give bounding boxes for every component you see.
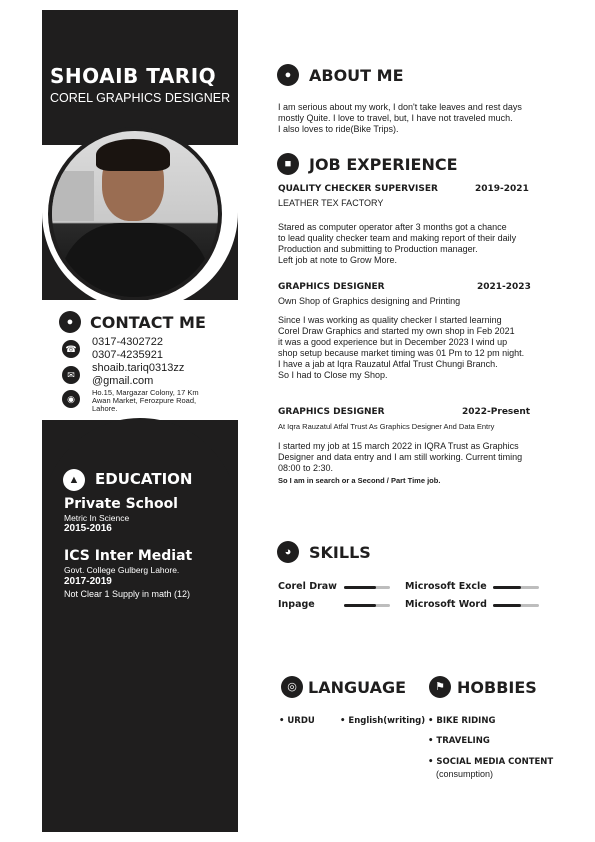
language-item-1: • URDU	[279, 716, 315, 726]
briefcase-icon: ■	[277, 153, 299, 175]
hobby-item-3: • SOCIAL MEDIA CONTENT	[428, 757, 554, 767]
language-urdu: URDU	[287, 716, 315, 726]
phone-icon: ☎	[62, 340, 80, 358]
job-1-line-4: Left job at note to Grow More.	[278, 255, 398, 265]
job-2-line-1: Since I was working as quality checker I started learning	[278, 315, 502, 325]
job-3-position: GRAPHICS DESIGNER	[278, 407, 385, 417]
about-line-3: I also loves to ride(Bike Trips).	[278, 124, 399, 134]
skill-fill-corel	[344, 586, 376, 589]
job-2-period: 2021-2023	[477, 282, 531, 292]
education-title: EDUCATION	[95, 470, 193, 488]
education-years-2: 2017-2019	[64, 576, 112, 587]
skill-fill-excel	[493, 586, 521, 589]
skills-title: SKILLS	[309, 543, 371, 562]
job-1-line-3: Production and submitting to Production manager.	[278, 244, 478, 254]
job-3-line-2: Designer and data entry and I am still working. Current timing	[278, 452, 523, 462]
education-years-1: 2015-2016	[64, 523, 112, 534]
education-detail-2: Govt. College Gulberg Lahore.	[64, 565, 180, 575]
about-line-2: mostly Quite. I love to travel, but, I have not traveled much.	[278, 113, 513, 123]
job-2-line-3: it was a good experience but in December 2023 I wind up	[278, 337, 508, 347]
language-title: LANGUAGE	[308, 678, 407, 697]
language-english: English(writing)	[348, 716, 426, 726]
education-school-2: ICS Inter Mediat	[64, 548, 193, 564]
skill-bar-word	[493, 604, 539, 607]
hobby-bike: BIKE RIDING	[436, 716, 496, 726]
phone-1: 0317-4302722	[92, 336, 163, 348]
job-1-line-1: Stared as computer operator after 3 months got a chance	[278, 222, 507, 232]
job-3-period: 2022-Present	[462, 407, 531, 417]
contact-title: CONTACT ME	[90, 313, 206, 332]
location-pin-icon: ◉	[62, 390, 80, 408]
email-line-2: @gmail.com	[92, 375, 154, 387]
skill-label-inpage: Inpage	[278, 599, 315, 610]
job-1-position: QUALITY CHECKER SUPERVISER	[278, 184, 438, 194]
candidate-role: COREL GRAPHICS DESIGNER	[50, 91, 231, 105]
language-item-2: • English(writing)	[340, 716, 426, 726]
job-3-company: At Iqra Rauzatul Atfal Trust As Graphics Designer And Data Entry	[278, 422, 495, 431]
job-2-company: Own Shop of Graphics designing and Printing	[278, 296, 461, 306]
job-3-line-3: 08:00 to 2:30.	[278, 463, 334, 473]
pie-chart-icon: ◕	[277, 541, 299, 563]
hobby-sub: (consumption)	[436, 769, 494, 779]
job-3-note: So I am in search or a Second / Part Time job.	[278, 476, 441, 485]
hobby-social: SOCIAL MEDIA CONTENT	[436, 757, 554, 767]
globe-icon: ◎	[281, 676, 303, 698]
envelope-icon: ✉	[62, 366, 80, 384]
about-title: ABOUT ME	[309, 66, 404, 85]
person-icon: ●	[59, 311, 81, 333]
job-1-period: 2019-2021	[475, 184, 529, 194]
job-1-line-2: to lead quality checker team and making report of their daily	[278, 233, 517, 243]
flag-icon: ⚑	[429, 676, 451, 698]
skill-fill-inpage	[344, 604, 376, 607]
skill-label-excel: Microsoft Excle	[405, 581, 487, 592]
address-line-2: Awan Market, Ferozpure Road,	[92, 396, 197, 405]
education-note-2: Not Clear 1 Supply in math (12)	[64, 589, 191, 599]
experience-title: JOB EXPERIENCE	[309, 155, 458, 174]
hobby-travel: TRAVELING	[436, 736, 490, 746]
job-2-line-6: So I had to Close my Shop.	[278, 370, 388, 380]
skill-label-corel: Corel Draw	[278, 581, 337, 592]
address-line-3: Lahore.	[92, 404, 118, 413]
job-2-position: GRAPHICS DESIGNER	[278, 282, 385, 292]
profile-photo	[48, 127, 222, 301]
job-2-line-4: shop setup because market timing was 01 Pm to 12 pm night.	[278, 348, 525, 358]
candidate-name: SHOAIB TARIQ	[50, 64, 217, 88]
email-line-1: shoaib.tariq0313zz	[92, 362, 185, 374]
job-3-line-1: I started my job at 15 march 2022 in IQRA Trust as Graphics	[278, 441, 519, 451]
hobby-item-2: • TRAVELING	[428, 736, 490, 746]
skill-bar-corel	[344, 586, 390, 589]
graduation-cap-icon: ▲	[63, 469, 85, 491]
skill-label-word: Microsoft Word	[405, 599, 487, 610]
hobbies-title: HOBBIES	[457, 678, 537, 697]
hobby-item-1: • BIKE RIDING	[428, 716, 496, 726]
about-line-1: I am serious about my work, I don't take leaves and rest days	[278, 102, 522, 112]
education-detail-1: Metric In Science	[64, 513, 130, 523]
skill-bar-excel	[493, 586, 539, 589]
education-school-1: Private School	[64, 496, 178, 512]
skill-fill-word	[493, 604, 521, 607]
job-2-line-2: Corel Draw Graphics and started my own shop in Feb 2021	[278, 326, 515, 336]
address-line-1: Ho.15, Margazar Colony, 17 Km	[92, 388, 199, 397]
person-icon: ●	[277, 64, 299, 86]
job-1-company: LEATHER TEX FACTORY	[278, 198, 384, 208]
skill-bar-inpage	[344, 604, 390, 607]
job-2-line-5: I have a jab at Iqra Rauzatul Atfal Trust Chungi Branch.	[278, 359, 498, 369]
phone-2: 0307-4235921	[92, 349, 163, 361]
